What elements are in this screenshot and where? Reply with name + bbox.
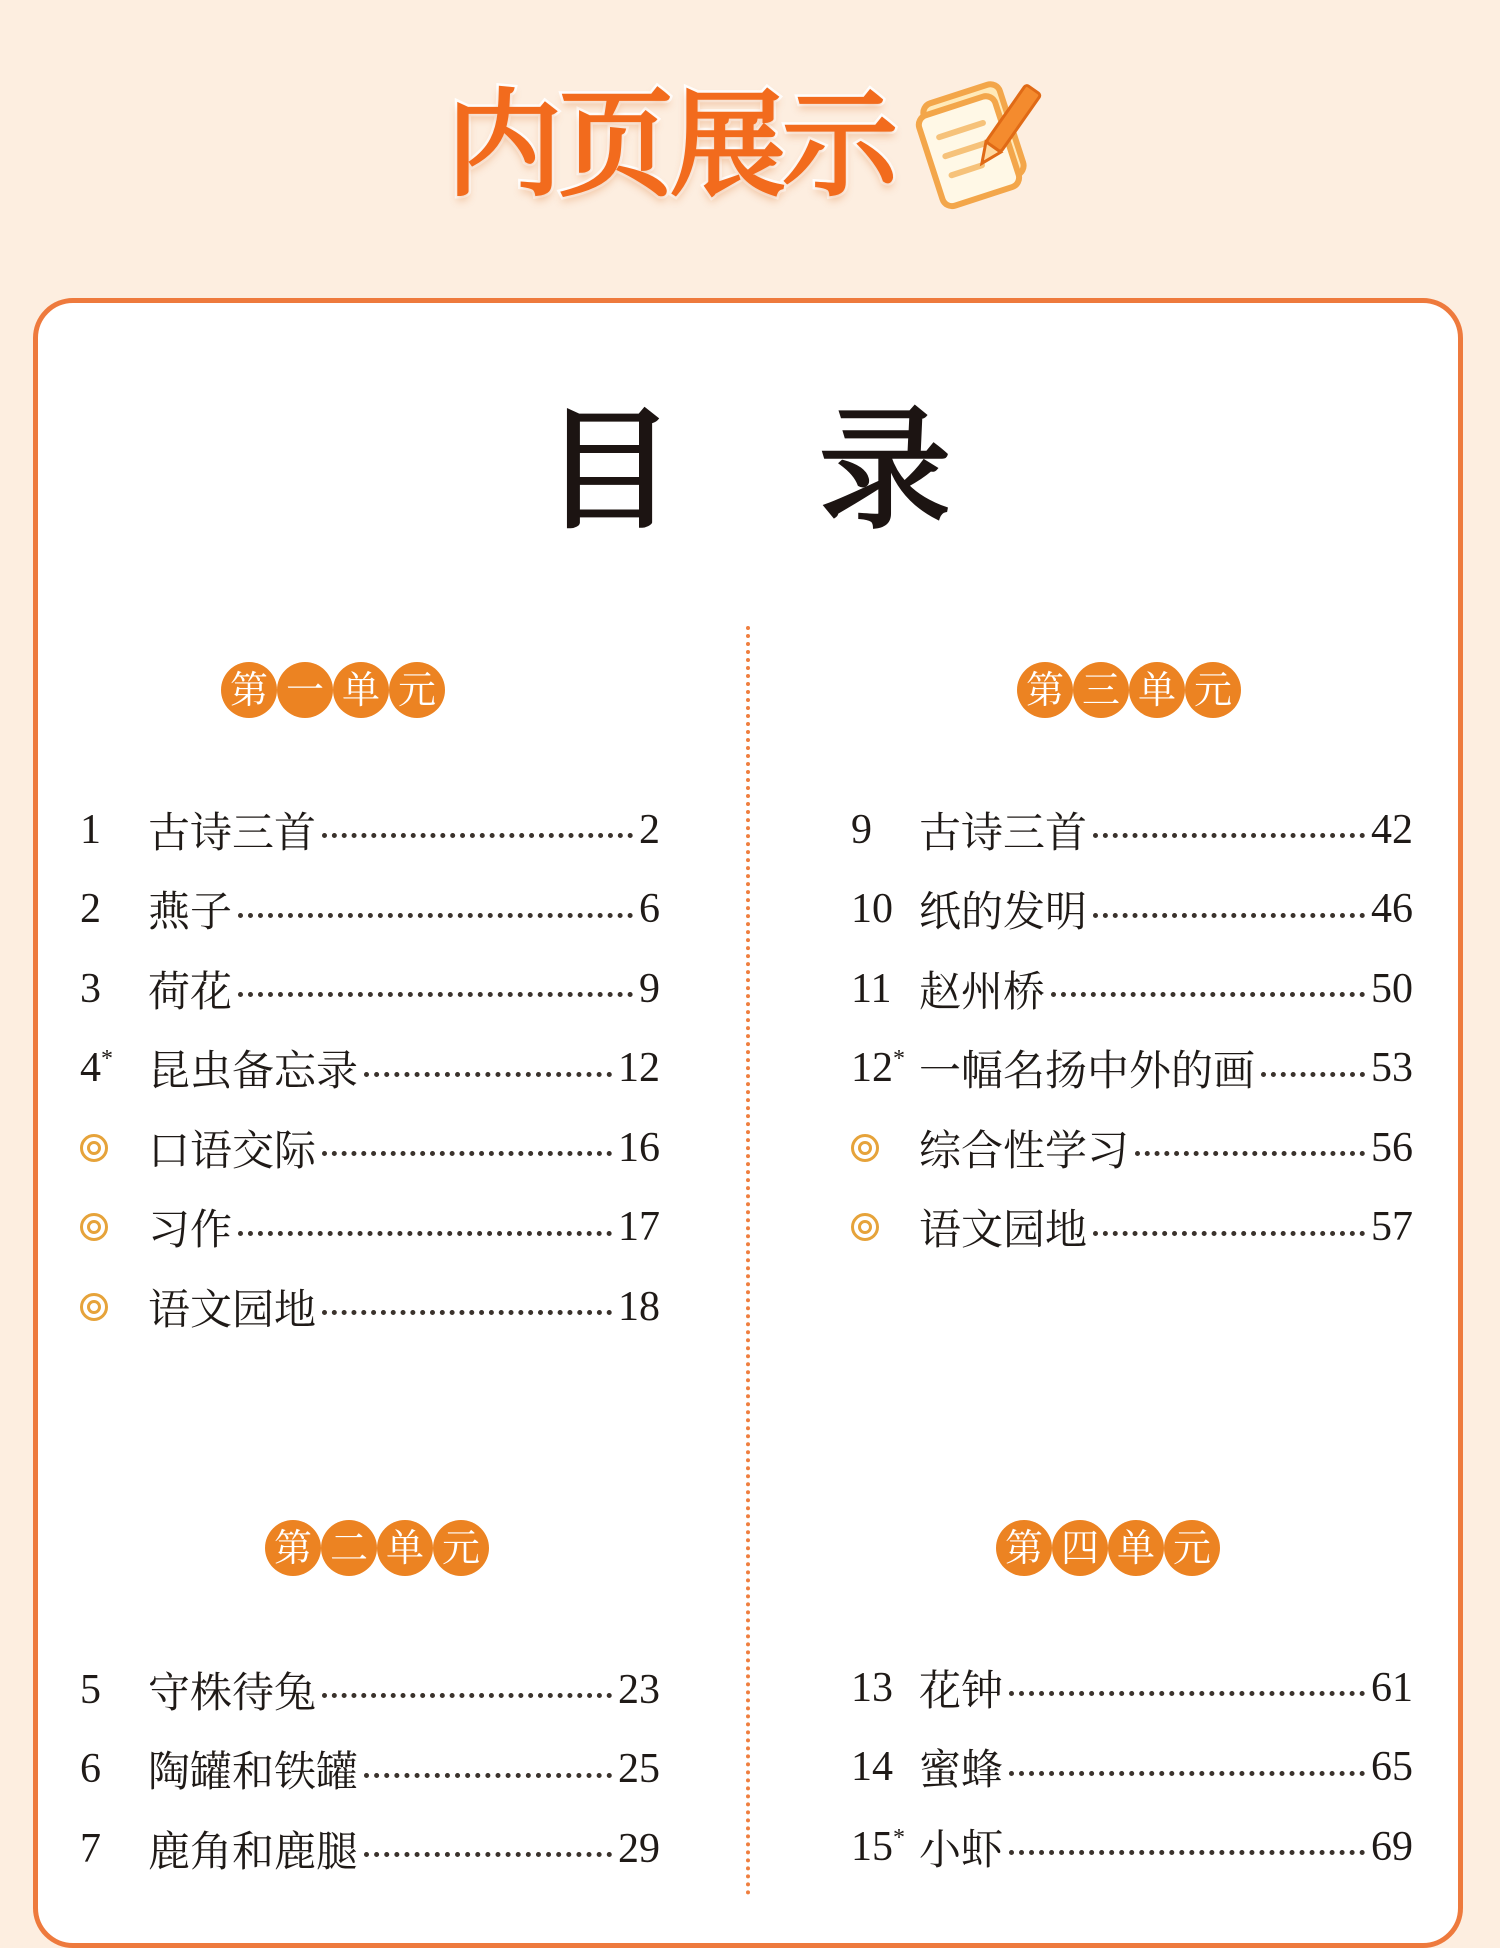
dot-leader <box>1093 913 1365 918</box>
dot-leader <box>1093 833 1365 838</box>
toc-entry <box>148 1038 660 1098</box>
lesson-number-text: 10 <box>851 886 893 933</box>
toc-entry <box>919 1118 1413 1178</box>
lesson-title: 赵州桥 <box>919 966 1046 1016</box>
page-number: 69 <box>1371 1823 1413 1870</box>
page-number: 65 <box>1371 1744 1413 1791</box>
toc-entry <box>919 1737 1413 1797</box>
toc-entry <box>919 800 1413 860</box>
lesson-title: 燕子 <box>148 887 233 937</box>
lesson-title: 陶罐和铁罐 <box>148 1747 359 1797</box>
lesson-number-text: 6 <box>80 1746 101 1793</box>
toc-row[interactable] <box>851 790 1413 870</box>
page-number: 57 <box>1371 1204 1413 1251</box>
toc-list-unit-4 <box>851 1648 1413 1887</box>
dot-leader <box>1009 1771 1365 1776</box>
page-number: 29 <box>618 1825 660 1872</box>
dot-leader <box>322 833 633 838</box>
toc-row[interactable] <box>80 1650 660 1730</box>
lesson-title: 纸的发明 <box>919 887 1088 937</box>
badge-char: 第 <box>1017 662 1073 718</box>
dot-leader <box>364 1852 612 1857</box>
toc-entry <box>919 1658 1413 1718</box>
badge-char: 第 <box>221 662 277 718</box>
dot-leader <box>364 1773 612 1778</box>
double-circle-bullet-icon <box>851 1134 879 1162</box>
lesson-title: 习作 <box>148 1205 233 1255</box>
lesson-title: 综合性学习 <box>919 1125 1130 1175</box>
lesson-number-text: 3 <box>80 965 101 1012</box>
toc-list-unit-1 <box>80 790 660 1347</box>
lesson-number-text: 9 <box>851 806 872 853</box>
page-number: 23 <box>618 1666 660 1713</box>
toc-row[interactable] <box>851 1807 1413 1887</box>
badge-char: 单 <box>333 662 389 718</box>
lesson-number-text: 13 <box>851 1664 893 1711</box>
lesson-number-text: 2 <box>80 886 101 933</box>
badge-char: 四 <box>1052 1520 1108 1576</box>
toc-entry <box>919 1038 1413 1098</box>
lesson-number <box>80 806 150 854</box>
lesson-number <box>851 1044 921 1092</box>
lesson-number <box>80 1745 150 1793</box>
lesson-number-text: 11 <box>851 965 892 1012</box>
unit-badge-3 <box>1017 662 1241 718</box>
lesson-number <box>851 965 921 1013</box>
toc-row[interactable] <box>80 1029 660 1109</box>
toc-row[interactable] <box>80 949 660 1029</box>
toc-entry <box>919 1817 1413 1877</box>
lesson-number-text: 5 <box>80 1666 101 1713</box>
unit-badge-2 <box>265 1520 489 1576</box>
lesson-number-text: 1 <box>80 806 101 853</box>
dot-leader <box>364 1072 612 1077</box>
badge-char: 元 <box>1185 662 1241 718</box>
lesson-title: 蜜蜂 <box>919 1745 1004 1795</box>
lesson-number <box>851 1743 921 1791</box>
page-number: 9 <box>639 965 660 1012</box>
page-number: 12 <box>618 1045 660 1092</box>
double-circle-bullet-icon <box>851 1213 879 1241</box>
toc-row[interactable] <box>80 1809 660 1889</box>
toc-row[interactable] <box>851 870 1413 950</box>
page-header <box>0 60 1500 213</box>
badge-char: 第 <box>996 1520 1052 1576</box>
page-number: 18 <box>618 1283 660 1330</box>
lesson-number <box>851 885 921 933</box>
unit-badge-1 <box>221 662 445 718</box>
lesson-number <box>80 1825 150 1873</box>
lesson-title: 小虾 <box>919 1824 1004 1874</box>
lesson-number-text: 15 <box>851 1823 893 1870</box>
lesson-title: 昆虫备忘录 <box>148 1046 359 1096</box>
dot-leader <box>1051 992 1365 997</box>
toc-list-unit-2 <box>80 1650 660 1889</box>
dot-leader <box>1093 1231 1365 1236</box>
toc-entry <box>919 879 1413 939</box>
badge-char: 第 <box>265 1520 321 1576</box>
double-circle-bullet-icon <box>80 1293 108 1321</box>
dot-leader <box>322 1310 612 1315</box>
toc-row[interactable] <box>80 1730 660 1810</box>
dot-leader <box>1009 1850 1365 1855</box>
page-number: 46 <box>1371 886 1413 933</box>
toc-entry <box>148 1819 660 1879</box>
badge-char: 单 <box>1129 662 1185 718</box>
page-number: 53 <box>1371 1045 1413 1092</box>
badge-char: 元 <box>1164 1520 1220 1576</box>
page-number: 50 <box>1371 965 1413 1012</box>
toc-entry <box>148 1118 660 1178</box>
dot-leader <box>322 1693 612 1698</box>
toc-row[interactable] <box>851 949 1413 1029</box>
lesson-title: 花钟 <box>919 1665 1004 1715</box>
toc-row[interactable] <box>80 1108 660 1188</box>
dot-leader <box>238 1231 612 1236</box>
optional-star: * <box>101 1046 113 1073</box>
optional-star: * <box>893 1046 905 1073</box>
dot-leader <box>1009 1691 1365 1696</box>
badge-char: 一 <box>277 662 333 718</box>
lesson-number <box>80 1666 150 1714</box>
lesson-title: 口语交际 <box>148 1125 317 1175</box>
dot-leader <box>1261 1072 1365 1077</box>
lesson-title: 古诗三首 <box>148 807 317 857</box>
dot-leader <box>1135 1151 1365 1156</box>
toc-entry <box>148 1277 660 1337</box>
lesson-number <box>851 1664 921 1712</box>
toc-row[interactable] <box>80 790 660 870</box>
lesson-number <box>851 806 921 854</box>
badge-char: 单 <box>1108 1520 1164 1576</box>
lesson-title: 守株待兔 <box>148 1667 317 1717</box>
lesson-number <box>851 1823 921 1871</box>
badge-char: 二 <box>321 1520 377 1576</box>
lesson-title: 语文园地 <box>919 1205 1088 1255</box>
toc-entry <box>919 959 1413 1019</box>
toc-entry <box>148 959 660 1019</box>
toc-entry <box>148 800 660 860</box>
lesson-number <box>80 1044 150 1092</box>
page-number: 2 <box>639 806 660 853</box>
lesson-number-text: 4 <box>80 1045 101 1092</box>
lesson-number-text: 14 <box>851 1744 893 1791</box>
page-number: 6 <box>639 886 660 933</box>
double-circle-bullet-icon <box>80 1134 108 1162</box>
notepad-pencil-icon <box>904 60 1054 210</box>
toc-row[interactable] <box>80 870 660 950</box>
dot-leader <box>322 1151 612 1156</box>
page-number: 17 <box>618 1204 660 1251</box>
page-number: 42 <box>1371 806 1413 853</box>
lesson-title: 荷花 <box>148 966 233 1016</box>
badge-char: 单 <box>377 1520 433 1576</box>
page-number: 61 <box>1371 1664 1413 1711</box>
toc-row[interactable] <box>80 1267 660 1347</box>
header-title: 内页展示 <box>446 77 894 213</box>
toc-row[interactable] <box>851 1188 1413 1268</box>
dot-leader <box>238 913 633 918</box>
page-number: 56 <box>1371 1124 1413 1171</box>
toc-title: 目 录 <box>543 393 957 548</box>
badge-char: 三 <box>1073 662 1129 718</box>
toc-entry <box>148 879 660 939</box>
lesson-number <box>80 965 150 1013</box>
lesson-number-text: 7 <box>80 1825 101 1872</box>
toc-entry <box>919 1197 1413 1257</box>
badge-char: 元 <box>389 662 445 718</box>
toc-entry <box>148 1660 660 1720</box>
page-number: 25 <box>618 1746 660 1793</box>
toc-list-unit-3 <box>851 790 1413 1267</box>
toc-row[interactable] <box>851 1648 1413 1728</box>
lesson-number-text: 12 <box>851 1045 893 1092</box>
toc-row[interactable] <box>851 1029 1413 1109</box>
lesson-title: 古诗三首 <box>919 807 1088 857</box>
badge-char: 元 <box>433 1520 489 1576</box>
double-circle-bullet-icon <box>80 1213 108 1241</box>
page-number: 16 <box>618 1124 660 1171</box>
toc-entry <box>148 1197 660 1257</box>
toc-entry <box>148 1739 660 1799</box>
toc-row[interactable] <box>851 1108 1413 1188</box>
optional-star: * <box>893 1824 905 1851</box>
toc-row[interactable] <box>851 1728 1413 1808</box>
lesson-title: 语文园地 <box>148 1284 317 1334</box>
dot-leader <box>238 992 633 997</box>
lesson-number <box>80 885 150 933</box>
column-divider <box>746 626 750 1896</box>
lesson-title: 鹿角和鹿腿 <box>148 1826 359 1876</box>
lesson-title: 一幅名扬中外的画 <box>919 1046 1256 1096</box>
toc-row[interactable] <box>80 1188 660 1268</box>
unit-badge-4 <box>996 1520 1220 1576</box>
